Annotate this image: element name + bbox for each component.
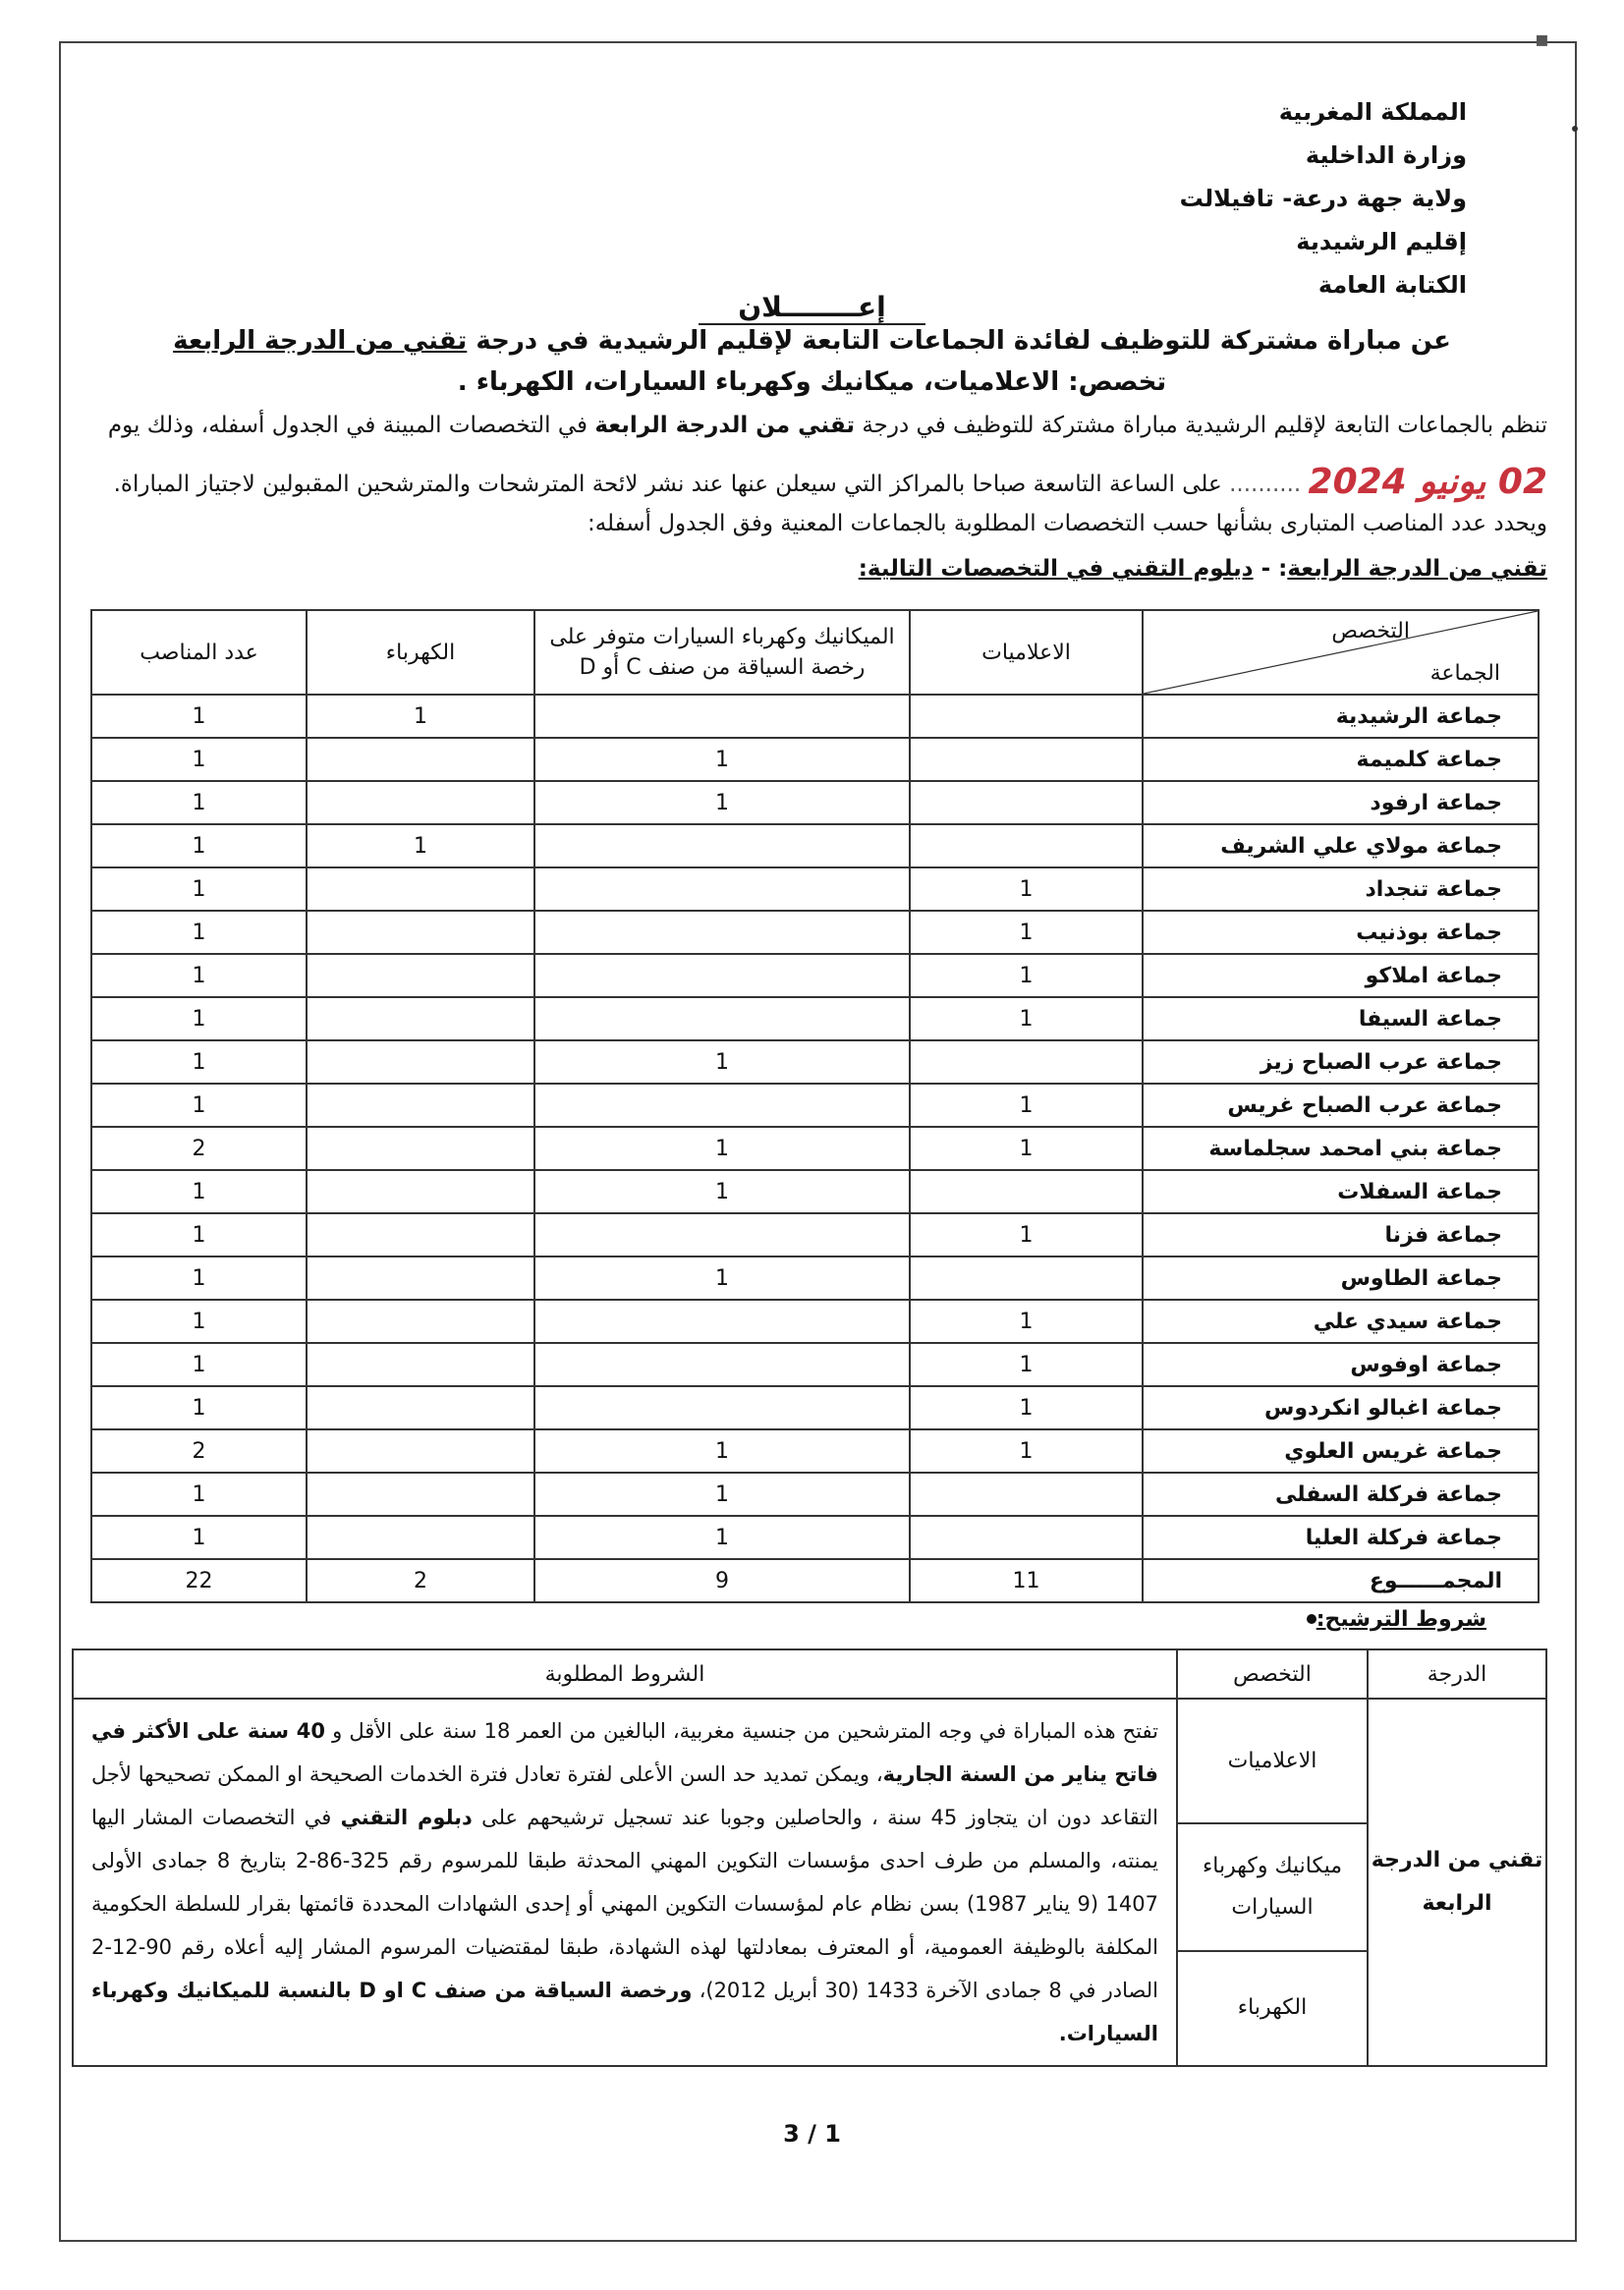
it-cell: 1	[910, 1300, 1143, 1343]
electricity-cell: 1	[307, 695, 534, 738]
count-cell: 1	[91, 1343, 307, 1386]
count-cell: 1	[91, 738, 307, 781]
count-cell: 1	[91, 954, 307, 997]
mechanics-cell: 1	[534, 738, 910, 781]
count-cell: 2	[91, 1429, 307, 1473]
electricity-cell	[307, 1127, 534, 1170]
commune-name: جماعة ارفود	[1143, 781, 1539, 824]
header-diagonal-cell	[1143, 610, 1539, 695]
mechanics-cell	[534, 824, 910, 867]
it-cell	[910, 1040, 1143, 1084]
commune-name: جماعة املاكو	[1143, 954, 1539, 997]
mechanics-cell	[534, 1084, 910, 1127]
commune-name: جماعة السفلات	[1143, 1170, 1539, 1213]
count-cell: 1	[91, 1300, 307, 1343]
electricity-cell	[307, 1084, 534, 1127]
count-cell: 1	[91, 911, 307, 954]
mechanics-cell	[534, 997, 910, 1040]
mechanics-cell	[534, 1343, 910, 1386]
table-row	[91, 1473, 1539, 1516]
page-number: 3 / 1	[783, 2120, 841, 2148]
bullet-icon	[1307, 1614, 1316, 1624]
it-cell	[910, 824, 1143, 867]
electricity-cell	[307, 1386, 534, 1429]
spec-mechanics: ميكانيك وكهرباء السيارات	[1177, 1823, 1368, 1951]
electricity-cell	[307, 1040, 534, 1084]
table-row	[91, 695, 1539, 738]
it-cell	[910, 738, 1143, 781]
region-line: ولاية جهة درعة- تافيلالت	[1179, 185, 1467, 212]
it-cell	[910, 695, 1143, 738]
count-cell: 1	[91, 867, 307, 911]
commune-name: جماعة عرب الصباح غريس	[1143, 1084, 1539, 1127]
count-cell: 2	[91, 1127, 307, 1170]
total-count-cell: 22	[91, 1559, 307, 1602]
positions-table-header	[91, 610, 1539, 695]
it-cell	[910, 1257, 1143, 1300]
conditions-header-row	[73, 1649, 1546, 1699]
it-cell: 1	[910, 1127, 1143, 1170]
electricity-cell	[307, 911, 534, 954]
table-row	[91, 997, 1539, 1040]
commune-name: جماعة كلميمة	[1143, 738, 1539, 781]
total-mechanics-cell: 9	[534, 1559, 910, 1602]
diploma-heading: تقني من الدرجة الرابعة: - ديلوم التقني في التخصصات التالية:	[858, 556, 1547, 582]
corner-mark: ▪	[1535, 28, 1549, 52]
mechanics-cell	[534, 954, 910, 997]
table-row	[91, 1257, 1539, 1300]
it-cell	[910, 781, 1143, 824]
positions-table	[90, 609, 1540, 1603]
electricity-cell	[307, 1170, 534, 1213]
commune-name: جماعة اوفوس	[1143, 1343, 1539, 1386]
announcement-title: إعــــــــلان	[0, 291, 1624, 325]
count-cell: 1	[91, 1040, 307, 1084]
electricity-cell: 1	[307, 824, 534, 867]
total-it-cell: 11	[910, 1559, 1143, 1602]
mechanics-cell: 1	[534, 1257, 910, 1300]
degree-cell: تقني من الدرجة الرابعة	[1368, 1699, 1546, 2066]
table-row	[91, 1084, 1539, 1127]
table-row	[91, 911, 1539, 954]
header-spec: التخصص	[1177, 1649, 1368, 1699]
mechanics-cell: 1	[534, 1127, 910, 1170]
total-row	[91, 1559, 1539, 1602]
mechanics-cell: 1	[534, 1040, 910, 1084]
stamped-date: 02 يونيو 2024	[1308, 462, 1547, 502]
mechanics-cell	[534, 867, 910, 911]
spec-it: الاعلاميات	[1177, 1699, 1368, 1823]
mechanics-cell: 1	[534, 1170, 910, 1213]
conditions-table	[72, 1648, 1547, 2067]
mechanics-cell: 1	[534, 1429, 910, 1473]
province-line: إقليم الرشيدية	[1296, 228, 1467, 255]
count-cell: 1	[91, 997, 307, 1040]
intro-paragraph: تنظم بالجماعات التابعة لإقليم الرشيدية مباراة مشتركة للتوظيف في درجة تقني من الدرجة الرابعة في التخصصات المبينة في الجدول أسفله، وذلك يوم	[107, 413, 1547, 438]
electricity-cell	[307, 1213, 534, 1257]
table-row	[91, 1386, 1539, 1429]
count-cell: 1	[91, 824, 307, 867]
header-mechanics: الميكانيك وكهرباء السيارات متوفر على رخصة السياقة من صنف C أو D	[534, 610, 910, 695]
table-row	[91, 1127, 1539, 1170]
ministry-line: وزارة الداخلية	[1305, 141, 1467, 169]
table-row	[91, 1300, 1539, 1343]
mechanics-cell	[534, 1386, 910, 1429]
header-conditions: الشروط المطلوبة	[73, 1649, 1177, 1699]
electricity-cell	[307, 1300, 534, 1343]
announcement-subject	[0, 326, 1624, 356]
mechanics-cell: 1	[534, 781, 910, 824]
commune-name: جماعة تنجداد	[1143, 867, 1539, 911]
commune-name: جماعة فركلة العليا	[1143, 1516, 1539, 1559]
conditions-row	[73, 1699, 1546, 1823]
commune-name: جماعة عرب الصباح زيز	[1143, 1040, 1539, 1084]
electricity-cell	[307, 1429, 534, 1473]
table-row	[91, 824, 1539, 867]
header-count: عدد المناصب	[91, 610, 307, 695]
electricity-cell	[307, 1343, 534, 1386]
count-cell: 1	[91, 1213, 307, 1257]
header-specialty: التخصص	[1331, 619, 1410, 643]
subject-text: عن مباراة مشتركة للتوظيف لفائدة الجماعات التابعة لإقليم الرشيدية في درجة	[467, 326, 1451, 356]
commune-name: جماعة الرشيدية	[1143, 695, 1539, 738]
it-cell: 1	[910, 1343, 1143, 1386]
electricity-cell	[307, 738, 534, 781]
mechanics-cell: 1	[534, 1516, 910, 1559]
commune-name: جماعة اغبالو انكردوس	[1143, 1386, 1539, 1429]
header-commune: الجماعة	[1429, 661, 1500, 686]
grade-bold: تقني من الدرجة الرابعة	[594, 413, 856, 438]
mechanics-cell	[534, 1300, 910, 1343]
conditions-heading: شروط الترشيح:	[1277, 1607, 1486, 1632]
spec-electricity: الكهرباء	[1177, 1951, 1368, 2066]
it-cell: 1	[910, 1386, 1143, 1429]
conditions-text: تفتح هذه المباراة في وجه المترشحين من جنسية مغربية، البالغين من العمر 18 سنة على الأقل و 40 سنة على الأكثر في فاتح يناير من السنة الجارية، ويمكن تمديد حد السن الأعلى لفترة تعادل فترة الخدمات الصحيحة او الممكن تصحيحها لأجل التقاعد دون ان يتجاوز 45 سنة ، والحاصلين وجوبا عند تسجيل ترشيحهم على دبلوم التقني في التخصصات المشار اليها يمنته، والمسلم من طرف احدى مؤسسات التكوين المهني المحدثة طبقا للمرسوم رقم 325-86-2 بتاريخ 8 جمادى الأولى 1407 (9 يناير 1987) بسن نظام عام لمؤسسات التكوين المهني أو إحدى الشهادات المحددة قائمتها بقرار للسلطة الحكومية المكلفة بالوظيفة العمومية، أو المعترف بمعادلتها لهذه الشهادة، طبقا لمقتضيات المرسوم المشار إليه أعلاه رقم 90-12-2 الصادر في 8 جمادى الآخرة 1433 (30 أبريل 2012)، ورخصة السياقة من صنف C او D بالنسبة للميكانيك وكهرباء السيارات.	[73, 1699, 1177, 2066]
table-row	[91, 1040, 1539, 1084]
count-cell: 1	[91, 1257, 307, 1300]
table-row	[91, 954, 1539, 997]
table-row	[91, 1343, 1539, 1386]
electricity-cell	[307, 1516, 534, 1559]
electricity-cell	[307, 867, 534, 911]
letterhead	[1180, 90, 1467, 307]
table-row	[91, 1170, 1539, 1213]
mechanics-cell	[534, 695, 910, 738]
it-cell: 1	[910, 997, 1143, 1040]
announcement-specialties: تخصص: الاعلاميات، ميكانيك وكهرباء السيارات، الكهرباء .	[457, 367, 1167, 397]
count-cell: 1	[91, 1084, 307, 1127]
total-electricity-cell: 2	[307, 1559, 534, 1602]
commune-name: جماعة فركلة السفلى	[1143, 1473, 1539, 1516]
count-cell: 1	[91, 1473, 307, 1516]
count-cell: 1	[91, 1516, 307, 1559]
commune-name: جماعة بني امحمد سجلماسة	[1143, 1127, 1539, 1170]
header-degree: الدرجة	[1368, 1649, 1546, 1699]
commune-name: جماعة بوذنيب	[1143, 911, 1539, 954]
electricity-cell	[307, 954, 534, 997]
count-cell: 1	[91, 695, 307, 738]
positions-paragraph: ويحدد عدد المناصب المتبارى بشأنها حسب التخصصات المطلوبة بالجماعات المعنية وفق الجدول أسفله:	[587, 511, 1547, 536]
kingdom-line: المملكة المغربية	[1278, 98, 1467, 126]
time-text: على الساعة التاسعة صباحا بالمراكز التي سيعلن عنها عند نشر لائحة المترشحات والمترشحين المقبولين لاجتياز المباراة.	[113, 472, 1222, 497]
date-paragraph	[69, 460, 1547, 500]
header-electricity: الكهرباء	[307, 610, 534, 695]
table-row	[91, 867, 1539, 911]
header-it: الاعلاميات	[910, 610, 1143, 695]
commune-name: جماعة مولاي علي الشريف	[1143, 824, 1539, 867]
electricity-cell	[307, 1473, 534, 1516]
commune-name: جماعة السيفا	[1143, 997, 1539, 1040]
it-cell	[910, 1473, 1143, 1516]
commune-name: جماعة سيدي علي	[1143, 1300, 1539, 1343]
mechanics-cell: 1	[534, 1473, 910, 1516]
table-row	[91, 1213, 1539, 1257]
grade-highlight: تقني من الدرجة الرابعة	[173, 326, 468, 356]
mechanics-cell	[534, 1213, 910, 1257]
table-row	[91, 781, 1539, 824]
it-cell	[910, 1170, 1143, 1213]
count-cell: 1	[91, 1386, 307, 1429]
it-cell: 1	[910, 1213, 1143, 1257]
commune-name: جماعة غريس العلوي	[1143, 1429, 1539, 1473]
electricity-cell	[307, 997, 534, 1040]
it-cell: 1	[910, 867, 1143, 911]
table-row	[91, 1516, 1539, 1559]
margin-dot	[1572, 126, 1578, 132]
positions-table-body	[91, 695, 1539, 1602]
table-row	[91, 738, 1539, 781]
date-dots: ..........	[1229, 472, 1302, 497]
total-commune-name: المجمــــــوع	[1143, 1559, 1539, 1602]
it-cell: 1	[910, 954, 1143, 997]
commune-name: جماعة فزنا	[1143, 1213, 1539, 1257]
secretariat-line: الكتابة العامة	[1317, 271, 1467, 299]
electricity-cell	[307, 781, 534, 824]
commune-name: جماعة الطاوس	[1143, 1257, 1539, 1300]
mechanics-cell	[534, 911, 910, 954]
it-cell	[910, 1516, 1143, 1559]
electricity-cell	[307, 1257, 534, 1300]
it-cell: 1	[910, 911, 1143, 954]
count-cell: 1	[91, 781, 307, 824]
it-cell: 1	[910, 1084, 1143, 1127]
it-cell: 1	[910, 1429, 1143, 1473]
table-row	[91, 1429, 1539, 1473]
count-cell: 1	[91, 1170, 307, 1213]
